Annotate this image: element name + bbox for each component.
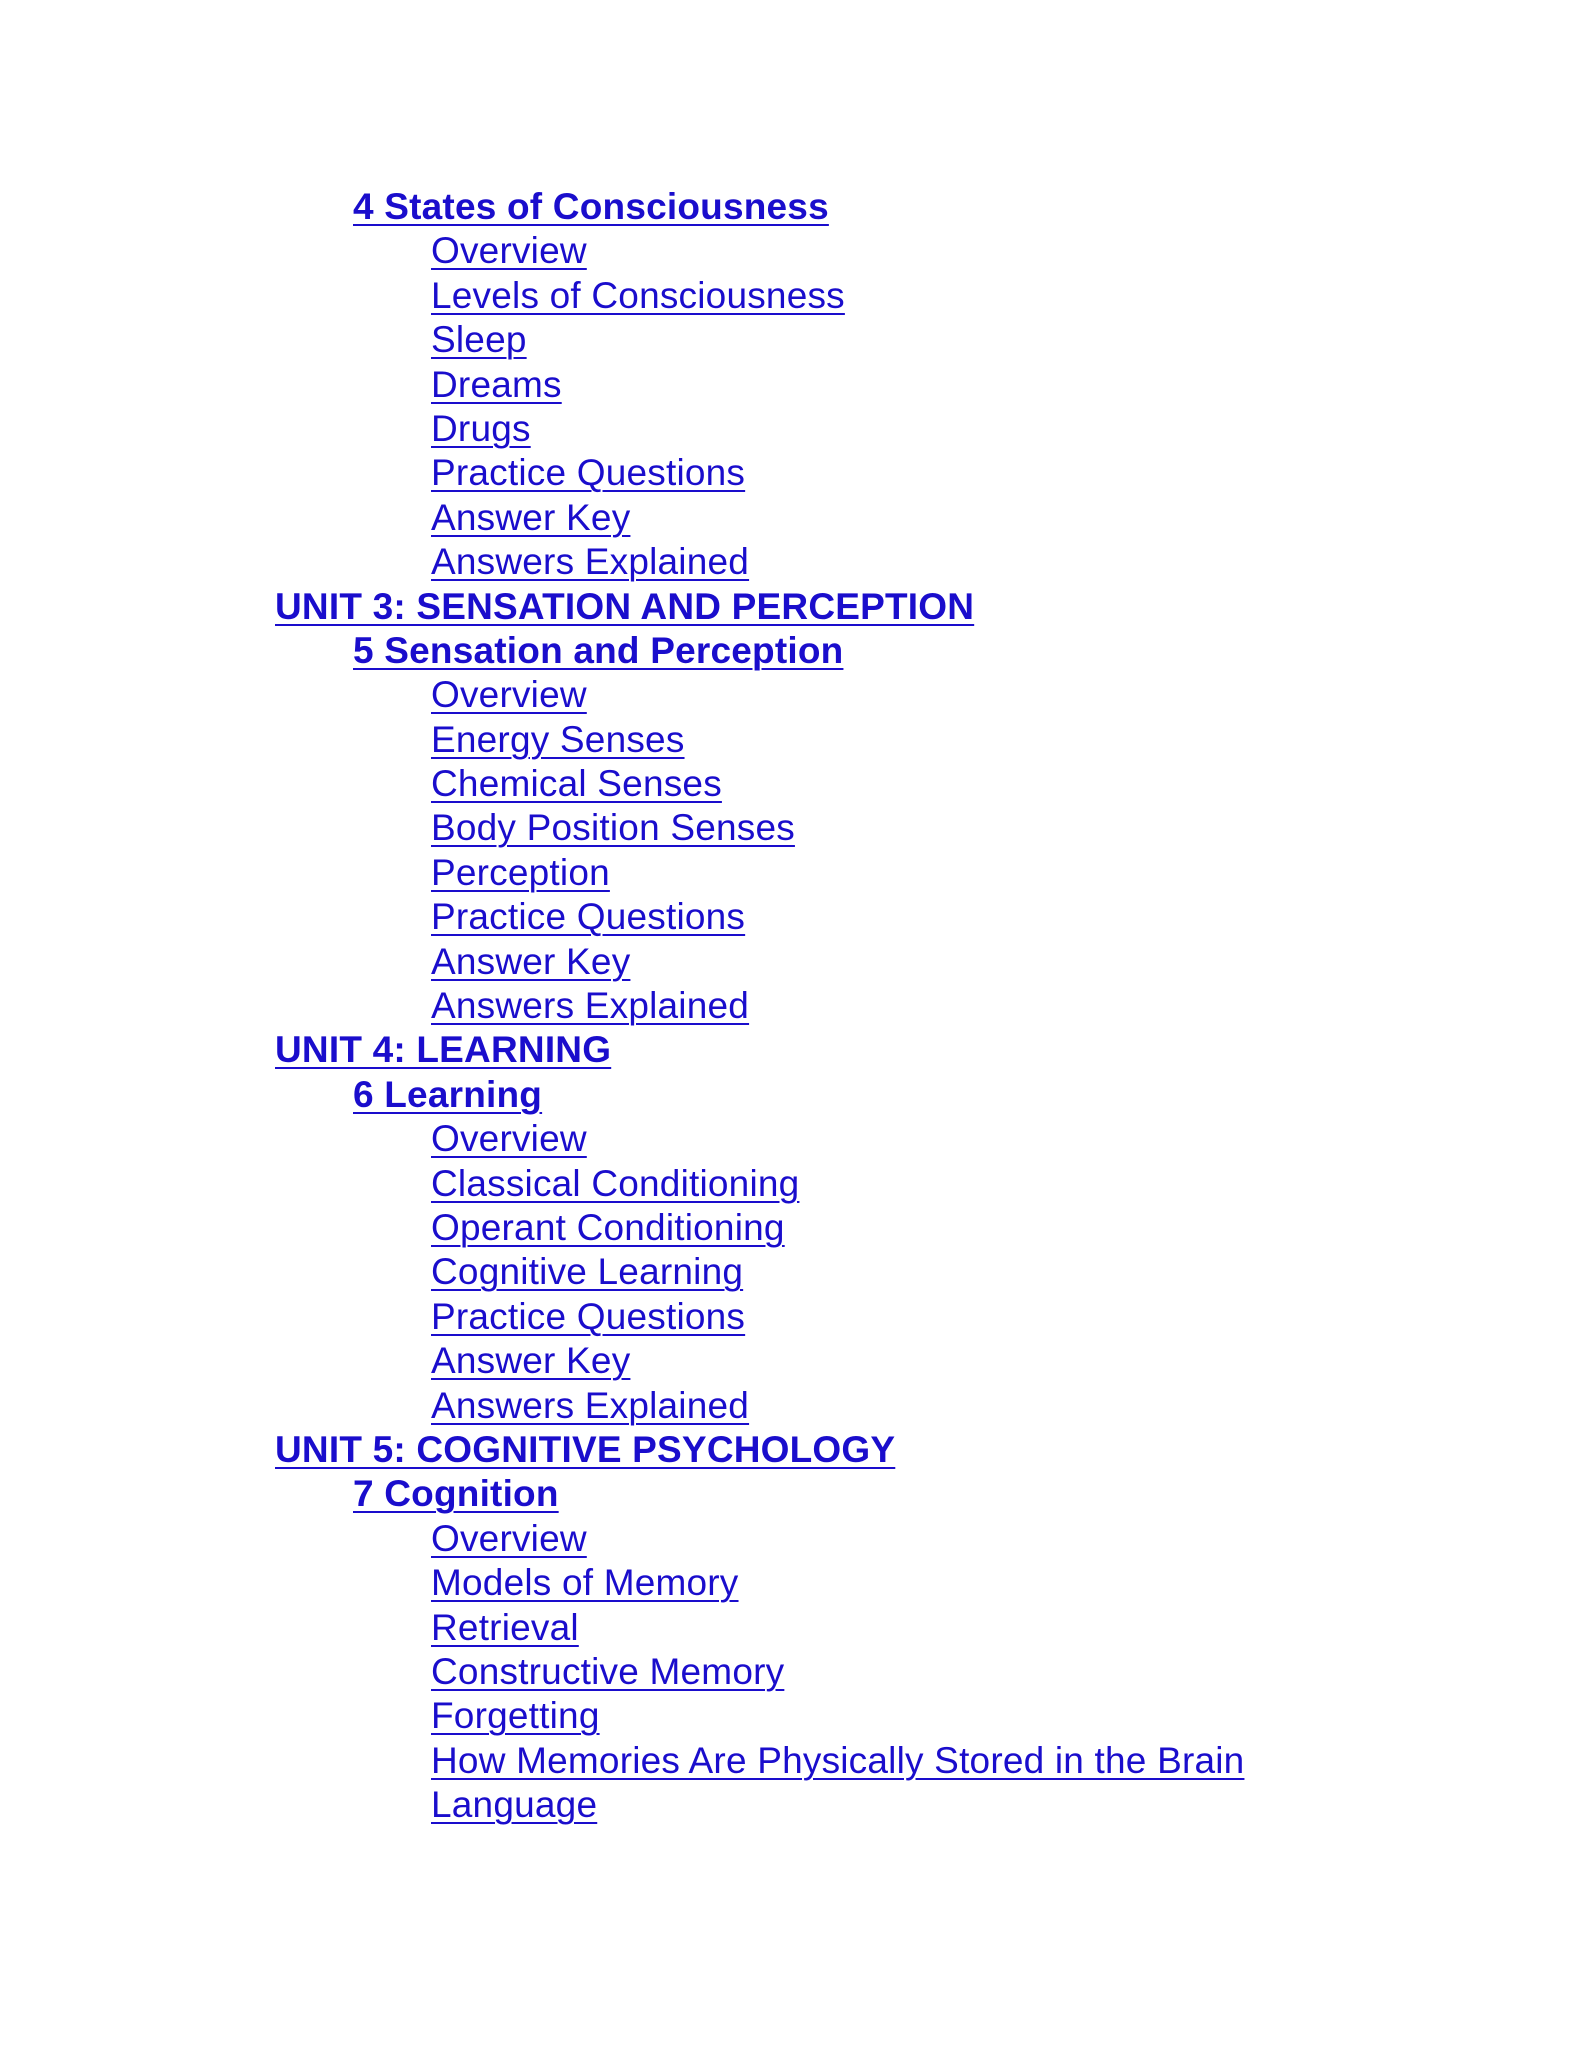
toc-section-entry xyxy=(0,1384,1582,1428)
toc-section-link[interactable]: Answers Explained xyxy=(431,1384,750,1426)
toc-section-link[interactable]: Overview xyxy=(431,1517,587,1559)
toc-section-link[interactable]: Constructive Memory xyxy=(431,1650,785,1692)
toc-unit-link[interactable]: UNIT 3: SENSATION AND PERCEPTION xyxy=(275,585,975,627)
toc-section-entry xyxy=(0,984,1582,1028)
toc-section-entry xyxy=(0,1694,1582,1738)
toc-section-link[interactable]: Practice Questions xyxy=(431,1295,746,1337)
toc-section-link[interactable]: Answer Key xyxy=(431,1340,631,1382)
toc-section-link[interactable]: Cognitive Learning xyxy=(431,1251,744,1293)
toc-section-link[interactable]: Answer Key xyxy=(431,940,631,982)
toc-section-link[interactable]: Classical Conditioning xyxy=(431,1162,800,1204)
toc-section-entry xyxy=(0,363,1582,407)
toc-section-link[interactable]: Language xyxy=(431,1784,598,1826)
toc-chapter-link[interactable]: 6 Learning xyxy=(353,1073,543,1115)
toc-section-entry xyxy=(0,673,1582,717)
toc-section-entry xyxy=(0,540,1582,584)
toc-section-link[interactable]: Practice Questions xyxy=(431,452,746,494)
toc-section-link[interactable]: Retrieval xyxy=(431,1606,579,1648)
toc-section-entry xyxy=(0,806,1582,850)
toc-section-link[interactable]: Drugs xyxy=(431,407,531,449)
toc-section-entry xyxy=(0,1650,1582,1694)
toc-section-link[interactable]: Practice Questions xyxy=(431,896,746,938)
toc-section-link[interactable]: Operant Conditioning xyxy=(431,1206,785,1248)
toc-section-entry xyxy=(0,1517,1582,1561)
toc-chapter-link[interactable]: 7 Cognition xyxy=(353,1473,559,1515)
toc-section-entry xyxy=(0,1561,1582,1605)
toc-section-entry xyxy=(0,1206,1582,1250)
toc-section-entry xyxy=(0,274,1582,318)
toc-chapter-entry xyxy=(0,629,1582,673)
toc-section-link[interactable]: Chemical Senses xyxy=(431,763,722,805)
toc-chapter-link[interactable]: 4 States of Consciousness xyxy=(353,186,829,227)
toc-section-entry xyxy=(0,451,1582,495)
toc-section-entry xyxy=(0,318,1582,362)
toc-section-entry xyxy=(0,940,1582,984)
toc-section-link[interactable]: Models of Memory xyxy=(431,1562,739,1604)
toc-section-link[interactable]: Perception xyxy=(431,851,610,893)
table-of-contents xyxy=(0,185,1582,1827)
toc-section-link[interactable]: Energy Senses xyxy=(431,718,685,760)
toc-section-entry xyxy=(0,1783,1582,1827)
toc-section-link[interactable]: Sleep xyxy=(431,319,527,361)
toc-unit-entry xyxy=(0,1428,1582,1472)
toc-section-entry xyxy=(0,1117,1582,1161)
toc-section-link[interactable]: Levels of Consciousness xyxy=(431,274,845,316)
toc-section-link[interactable]: Answer Key xyxy=(431,496,631,538)
toc-section-entry xyxy=(0,1295,1582,1339)
toc-section-link[interactable]: Overview xyxy=(431,674,587,716)
toc-section-link[interactable]: Overview xyxy=(431,1118,587,1160)
toc-section-entry xyxy=(0,1339,1582,1383)
toc-section-link[interactable]: Answers Explained xyxy=(431,541,750,583)
toc-unit-link[interactable]: UNIT 5: COGNITIVE PSYCHOLOGY xyxy=(275,1428,896,1470)
toc-section-link[interactable]: Body Position Senses xyxy=(431,807,795,849)
toc-section-link[interactable]: How Memories Are Physically Stored in the Brain xyxy=(431,1739,1245,1781)
toc-section-link[interactable]: Forgetting xyxy=(431,1695,600,1737)
toc-section-entry xyxy=(0,1606,1582,1650)
toc-section-entry xyxy=(0,496,1582,540)
toc-section-entry xyxy=(0,718,1582,762)
toc-section-entry xyxy=(0,1162,1582,1206)
toc-unit-link[interactable]: UNIT 4: LEARNING xyxy=(275,1029,612,1071)
toc-section-link[interactable]: Answers Explained xyxy=(431,985,750,1027)
toc-chapter-entry xyxy=(0,1073,1582,1117)
toc-section-link[interactable]: Overview xyxy=(431,230,587,272)
toc-chapter-link[interactable]: 5 Sensation and Perception xyxy=(353,629,844,671)
toc-section-link[interactable]: Dreams xyxy=(431,363,562,405)
toc-section-entry xyxy=(0,895,1582,939)
toc-section-entry xyxy=(0,762,1582,806)
toc-section-entry xyxy=(0,407,1582,451)
toc-section-entry xyxy=(0,1250,1582,1294)
toc-section-entry xyxy=(0,851,1582,895)
toc-chapter-entry xyxy=(0,1472,1582,1516)
toc-chapter-entry xyxy=(0,185,1582,229)
toc-section-entry xyxy=(0,229,1582,273)
toc-unit-entry xyxy=(0,1028,1582,1072)
toc-section-entry xyxy=(0,1739,1582,1783)
toc-unit-entry xyxy=(0,585,1582,629)
